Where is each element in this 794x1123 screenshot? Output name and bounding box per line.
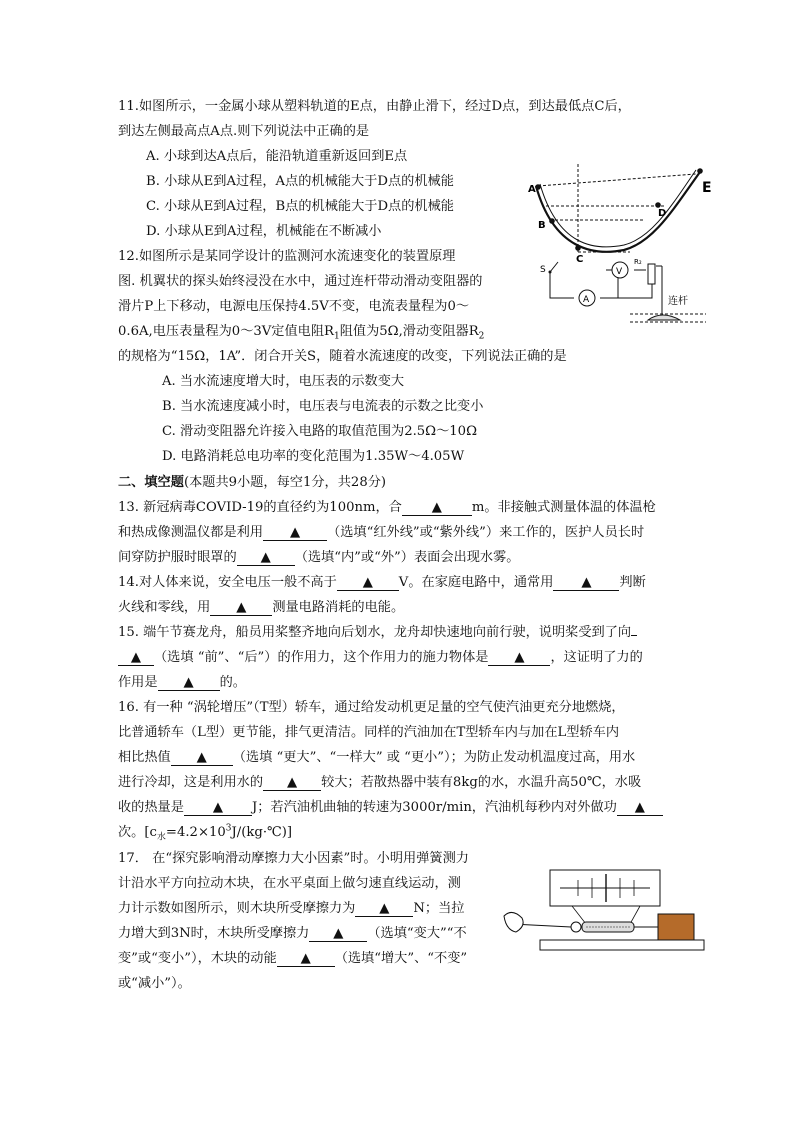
q15-line1: 15. 端午节赛龙舟，船员用桨整齐地向后划水，龙舟却快速地向前行驶，说明桨受到了向 <box>118 624 637 642</box>
q16-blank-2[interactable]: ▲ <box>263 775 321 791</box>
q11-track-figure <box>524 158 724 266</box>
q14-blank-2[interactable]: ▲ <box>553 575 619 591</box>
q12-stem-line3: 滑片P上下移动，电源电压保持4.5V不变，电流表量程为0～ <box>118 299 470 314</box>
q14-line2: 火线和零线，用 ▲ 测量电路消耗的电能。 <box>118 600 405 615</box>
voltmeter-label: V <box>616 267 623 277</box>
q17-line5: 变”或“变小”），木块的动能 ▲ （选填“增大”、“不变” <box>118 951 468 966</box>
q14-line1: 14.对人体来说，安全电压一般不高于 ▲ V。在家庭电路中，通常用 ▲ 判断 <box>118 575 646 590</box>
q11-option-d: D. 小球从E到A过程，机械能在不断减小 <box>146 224 382 239</box>
q15-line3: 作用是 ▲ 的。 <box>118 675 246 690</box>
q13-line3: 间穿防护服时眼罩的 ▲ （选填“内”或“外”）表面会出现水雾。 <box>118 550 520 565</box>
q15-blank-3[interactable]: ▲ <box>158 675 220 691</box>
q13-line2: 和热成像测温仪都是利用 ▲ （选填“红外线”或“紫外线”）来工作的，医护人员长时 <box>118 525 645 540</box>
q17-line4: 力增大到3N时，木块所受摩擦力 ▲ （选填“变大”“不 <box>118 926 467 941</box>
q16-line1: 16. 有一种 “涡轮增压”（T型）轿车，通过给发动机更足量的空气使汽油更充分地燃烧， <box>118 700 625 715</box>
q16-line3: 相比热值 ▲ （选填 “更大”、“一样大” 或 “更小”）；为防止发动机温度过高，用水 <box>118 750 636 765</box>
q17-blank-2[interactable]: ▲ <box>309 926 367 942</box>
q13-line1: 13. 新冠病毒COVID-19的直径约为100nm，合 ▲ m。非接触式测量体温的体温枪 <box>118 500 656 515</box>
q16-line6: 次。$[c_水=4.2\times 10^3J/(kg\cdot℃)]$ <box>118 823 293 843</box>
q11-stem-line1: 11.如图所示，一金属小球从塑料轨道的E点，由静止滑下，经过D点，到达最低点C后， <box>118 99 631 114</box>
switch-s-label: S <box>540 265 546 275</box>
ammeter-label: A <box>583 295 590 305</box>
q17-blank-1[interactable]: ▲ <box>355 901 413 917</box>
q12-stem-line1: 12.如图所示是某同学设计的监测河水流速变化的装置原理 <box>118 249 456 264</box>
q11-stem-line2: 到达左侧最高点A点.则下列说法中正确的是 <box>118 124 370 139</box>
q16-blank-4[interactable]: ▲ <box>617 800 663 816</box>
label-d: D <box>658 208 667 219</box>
q15-line2: ▲ （选填 “前”、“后”）的作用力，这个作用力的施力物体是 ▲ ，这证明了力的 <box>118 649 643 667</box>
q15-blank-2[interactable]: ▲ <box>488 650 550 666</box>
q13-blank-3[interactable]: ▲ <box>237 550 295 566</box>
q17-line1: 17． 在“探究影响滑动摩擦力大小因素”时。小明用弹簧测力 <box>118 851 469 866</box>
q17-line2: 计沿水平方向拉动木块，在水平桌面上做匀速直线运动，测 <box>118 876 461 891</box>
rod-label: 连杆 <box>668 296 688 307</box>
q11-option-c: C. 小球从E到A过程，B点的机械能大于D点的机械能 <box>146 199 454 214</box>
label-a: A <box>528 184 536 195</box>
section-heading: 二、填空题(本题共9小题，每空1分，共28分) <box>118 475 387 490</box>
q15-blank-1[interactable]: ▲ <box>118 650 154 666</box>
resistor-r2-label: R₂ <box>634 258 642 266</box>
q12-stem-line2: 图. 机翼状的探头始终浸没在水中，通过连杆带动滑动变阻器的 <box>118 274 483 289</box>
q16-line2: 比普通轿车（L型）更节能，排气更清洁。同样的汽油加在T型轿车内与加在L型轿车内 <box>118 725 620 740</box>
q12-option-d: D. 电路消耗总电功率的变化范围为1.35W～4.05W <box>162 449 465 464</box>
q11-option-b: B. 小球从E到A过程，A点的机械能大于D点的机械能 <box>146 174 454 189</box>
label-b: B <box>538 220 546 231</box>
q14-blank-1[interactable]: ▲ <box>337 575 399 591</box>
q12-stem-line4: 0.6A,电压表量程为0～3V定值电阻$R_1$阻值为5Ω,滑动变阻器$R_2$ <box>118 324 485 342</box>
q17-line3: 力计示数如图所示，则木块所受摩擦力为 ▲ N；当拉 <box>118 901 465 916</box>
q12-option-b: B. 当水流速度减小时，电压表与电流表的示数之比变小 <box>162 399 484 414</box>
q17-blank-3[interactable]: ▲ <box>277 951 335 967</box>
q12-option-c: C. 滑动变阻器允许接入电路的取值范围为2.5Ω～10Ω <box>162 424 477 439</box>
q17-line6: 或“减小”）。 <box>118 976 191 991</box>
q12-option-a: A. 当水流速度增大时，电压表的示数变大 <box>162 374 405 389</box>
q16-blank-3[interactable]: ▲ <box>184 800 252 816</box>
q13-blank-2[interactable]: ▲ <box>263 525 327 541</box>
q17-spring-scale-figure <box>502 868 708 958</box>
q16-blank-1[interactable]: ▲ <box>171 750 233 766</box>
q16-line4: 进行冷却，这是利用水的 ▲ 较大；若散热器中装有8kg的水，水温升高50℃，水吸 <box>118 775 642 790</box>
q11-option-a: A. 小球到达A点后，能沿轨道重新返回到E点 <box>146 149 408 164</box>
q12-stem-line5: 的规格为“15Ω，1A”．闭合开关S，随着水流速度的改变，下列说法正确的是 <box>118 349 567 364</box>
q16-line5: 收的热量是 ▲ J；若汽油机曲轴的转速为3000r/min，汽油机每秒内对外做功 ▲ <box>118 799 663 817</box>
label-e: E <box>702 180 712 196</box>
q12-circuit-figure <box>538 256 708 334</box>
q13-blank-1[interactable]: ▲ <box>402 500 472 516</box>
label-c: C <box>576 254 584 265</box>
q14-blank-3[interactable]: ▲ <box>210 600 272 616</box>
